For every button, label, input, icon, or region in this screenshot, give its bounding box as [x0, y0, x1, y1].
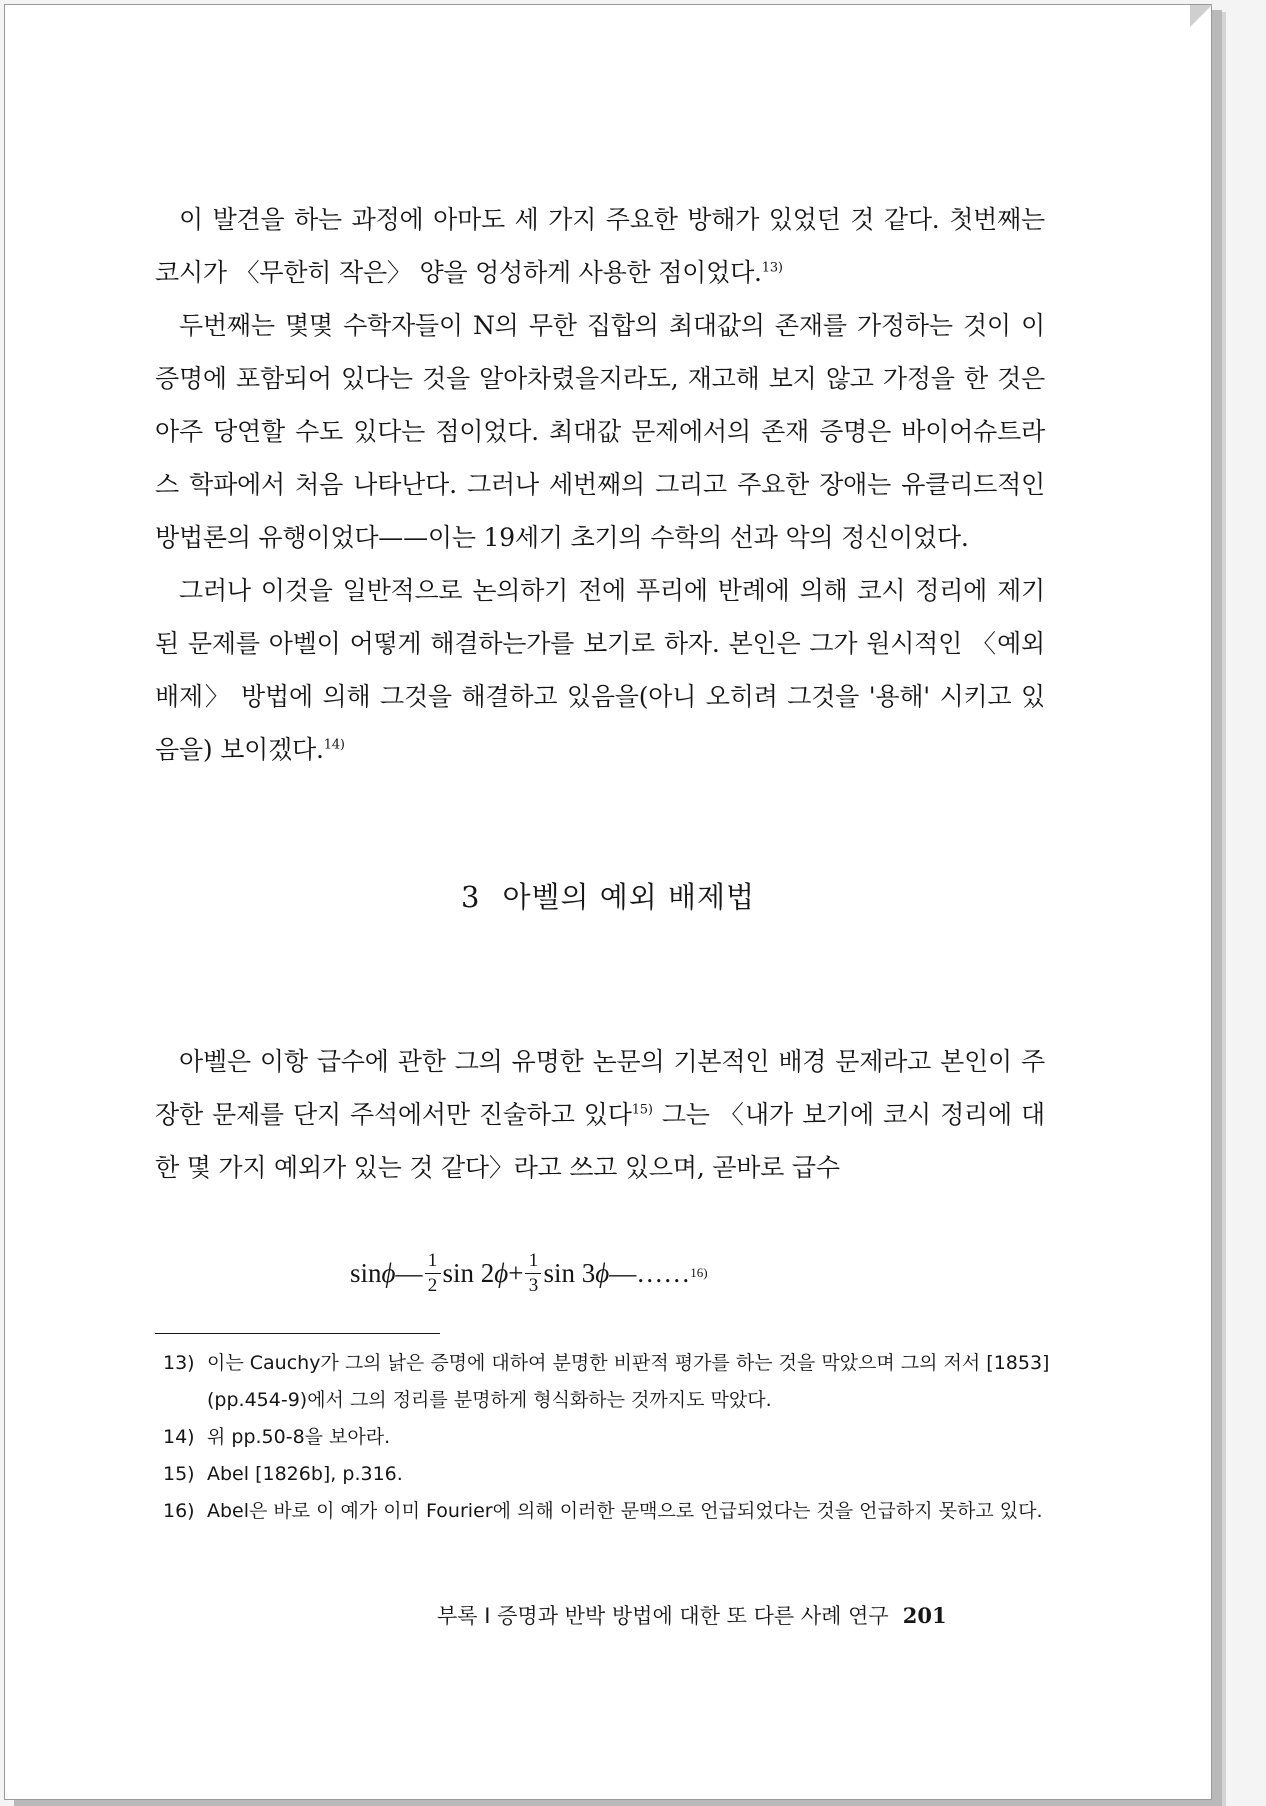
fraction-denominator: 2 [427, 1274, 438, 1296]
formula-tail: —…… [609, 1257, 691, 1288]
footnote-text: Abel은 바로 이 예가 이미 Fourier에 의해 이러한 문맥으로 언급되었다는 것을 언급하지 못하고 있다. [207, 1500, 1043, 1522]
paragraph-4 [155, 1035, 1045, 1194]
footnote-13 [155, 1345, 1055, 1419]
paragraph-2-text: 두번째는 몇몇 수학자들이 N의 무한 집합의 최대값의 존재를 가정하는 것이 이 증명에 포함되어 있다는 것을 알아차렸을지라도, 재고해 보지 않고 가정을 한 것은 아주 당연할 수도 있다는 점이었다. 최대값 문제에서의 존재 증명은 바이어슈트라스 학파에서 처음 나타난다. 그러나 세번째의 그리고 주요한 장애는 유클리드적인 방법론의 유행이었다——이는 19세기 초기의 수학의 선과 악의 정신이었다. [155, 311, 1045, 552]
fraction-bar [525, 1273, 541, 1274]
paragraph-1-text: 이 발견을 하는 과정에 아마도 세 가지 주요한 방해가 있었던 것 같다. 첫번째는 코시가 〈무한히 작은〉 양을 엉성하게 사용한 점이었다. [155, 205, 1045, 287]
formula-phi-1: ϕ [381, 1257, 396, 1288]
fraction-bar [425, 1273, 441, 1274]
formula-sin-3: sin [543, 1257, 575, 1288]
footnote-number: 16) [163, 1500, 195, 1522]
formula-plus: + [508, 1257, 524, 1288]
footnote-ref-14[interactable]: 14) [323, 737, 345, 753]
fraction-one-third [525, 1250, 541, 1297]
formula-arg-3: 3 [581, 1257, 596, 1288]
fraction-one-half [425, 1250, 441, 1297]
page-number: 201 [902, 1603, 947, 1628]
footnote-divider [155, 1333, 440, 1334]
formula-phi-3: ϕ [595, 1257, 610, 1288]
running-footer [437, 1601, 947, 1631]
fraction-numerator: 1 [427, 1249, 438, 1271]
formula-sin-2: sin [442, 1257, 475, 1288]
footnote-ref-13[interactable]: 13) [761, 260, 783, 276]
section-heading [5, 877, 1211, 917]
footnote-number: 14) [163, 1426, 195, 1448]
book-page [4, 4, 1212, 1800]
section-title: 아벨의 예외 배제법 [502, 880, 755, 914]
formula-arg-2: 2 [480, 1257, 495, 1288]
running-footer-text: 부록 I 증명과 반박 방법에 대한 또 다른 사례 연구 [437, 1604, 889, 1628]
footnote-16 [155, 1493, 1055, 1530]
fraction-numerator: 1 [528, 1249, 539, 1271]
paragraph-2 [155, 299, 1045, 564]
footnotes [155, 1345, 1055, 1530]
footnote-number: 13) [163, 1352, 195, 1374]
paragraph-3 [155, 564, 1045, 776]
footnote-15 [155, 1456, 1055, 1493]
paragraph-4-text-b: 그는 〈내가 보기에 코시 정리에 대한 몇 가지 예외가 있는 것 같다〉라고 쓰고 있으며, 곧바로 급수 [155, 1100, 1045, 1182]
footnote-text: Abel [1826b], p.316. [207, 1463, 403, 1485]
fraction-denominator: 3 [528, 1274, 539, 1296]
footnote-14 [155, 1419, 1055, 1456]
body-text [155, 193, 1045, 776]
footnote-text: 이는 Cauchy가 그의 낡은 증명에 대하여 분명한 비판적 평가를 하는 것을 막았으며 그의 저서 [1853] (pp.454-9)에서 그의 정리를 분명하게 형식화하는 것까지도 막았다. [207, 1352, 1050, 1411]
footnote-ref-15[interactable]: 15) [631, 1102, 653, 1118]
page-curl [1190, 5, 1212, 27]
series-formula: sin ϕ — $\frac{1}{2}$ sin 2 ϕ + $\frac{1}{3}$ sin 3 ϕ —…… 16) [350, 1249, 708, 1296]
section-body [155, 1035, 1045, 1194]
formula-phi-2: ϕ [494, 1257, 509, 1288]
paragraph-3-text: 그러나 이것을 일반적으로 논의하기 전에 푸리에 반례에 의해 코시 정리에 제기된 문제를 아벨이 어떻게 해결하는가를 보기로 하자. 본인은 그가 원시적인 〈예외 배제〉 방법에 의해 그것을 해결하고 있음을(아니 오히려 그것을 '용해' 시키고 있음을) 보이겠다. [155, 576, 1045, 764]
paragraph-4-text-a: 아벨은 이항 급수에 관한 그의 유명한 논문의 기본적인 배경 문제라고 본인이 주장한 문제를 단지 주석에서만 진술하고 있다 [155, 1047, 1045, 1129]
formula-sin-1: sin [350, 1257, 382, 1288]
footnote-number: 15) [163, 1463, 195, 1485]
section-number: 3 [460, 880, 481, 914]
formula-minus: — [395, 1257, 423, 1288]
footnote-text: 위 pp.50-8을 보아라. [207, 1426, 391, 1448]
paragraph-1 [155, 193, 1045, 299]
